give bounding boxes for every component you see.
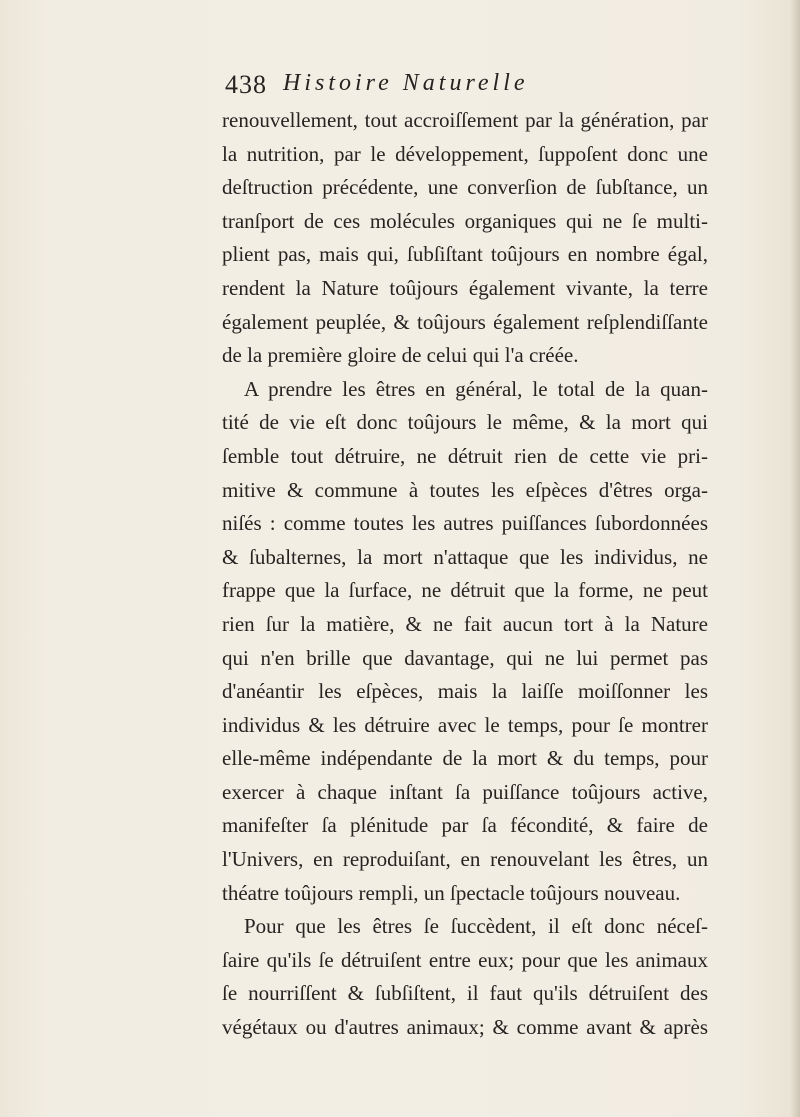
text-line: végétaux ou d'autres animaux; & comme avant & après: [222, 1015, 708, 1040]
text-line: la nutrition, par le développement, ſuppoſent donc une: [222, 141, 708, 166]
page-header: [225, 70, 705, 106]
text-line: de la première gloire de celui qui l'a créée.: [222, 343, 579, 368]
text-line: rien ſur la matière, & ne fait aucun tort à la Nature: [222, 611, 708, 636]
text-line: ſemble tout détruire, ne détruit rien de cette vie pri-: [222, 443, 708, 468]
page-edge-shadow: [790, 0, 800, 1117]
text-line: également peuplée, & toûjours également reſplendiſſante: [222, 309, 708, 334]
text-line: elle-même indépendante de la mort & du temps, pour: [222, 746, 708, 771]
text-line: manifeſter ſa plénitude par ſa fécondité, & faire de: [222, 813, 708, 838]
text-line: frappe que la ſurface, ne détruit que la forme, ne peut: [222, 578, 708, 603]
text-line: ſaire qu'ils ſe détruiſent entre eux; pour que les animaux: [222, 947, 708, 972]
text-line: individus & les détruire avec le temps, pour ſe montrer: [222, 712, 708, 737]
text-line: & ſubalternes, la mort n'attaque que les individus, ne: [222, 544, 708, 569]
text-line: tité de vie eſt donc toûjours le même, & la mort qui: [222, 410, 708, 435]
text-line: niſés : comme toutes les autres puiſſances ſubordonnées: [222, 511, 708, 536]
running-title: Histoire Naturelle: [283, 70, 529, 96]
text-line: théatre toûjours rempli, un ſpectacle toûjours nouveau.: [222, 880, 681, 905]
text-line: d'anéantir les eſpèces, mais la laiſſe moiſſonner les: [222, 679, 708, 704]
text-line: mitive & commune à toutes les eſpèces d'êtres orga-: [222, 477, 708, 502]
paragraph-start-line: Pour que les êtres ſe ſuccèdent, il eſt donc néceſ-: [244, 914, 708, 939]
text-line: rendent la Nature toûjours également vivante, la terre: [222, 275, 708, 300]
text-line: ſe nourriſſent & ſubſiſtent, il faut qu'ils détruiſent des: [222, 981, 708, 1006]
text-line: qui n'en brille que davantage, qui ne lui permet pas: [222, 645, 708, 670]
body-text: [222, 104, 708, 1045]
text-line: plient pas, mais qui, ſubſiſtant toûjours en nombre égal,: [222, 242, 708, 267]
text-line: tranſport de ces molécules organiques qui ne ſe multi-: [222, 208, 708, 233]
text-line: l'Univers, en reproduiſant, en renouvelant les êtres, un: [222, 847, 708, 872]
page-number: 438: [225, 70, 267, 99]
text-line: renouvellement, tout accroiſſement par la génération, par: [222, 108, 708, 132]
text-line: exercer à chaque inſtant ſa puiſſance toûjours active,: [222, 779, 708, 804]
paragraph-start-line: A prendre les êtres en général, le total de la quan-: [244, 376, 708, 401]
text-line: deſtruction précédente, une converſion de ſubſtance, un: [222, 175, 708, 200]
